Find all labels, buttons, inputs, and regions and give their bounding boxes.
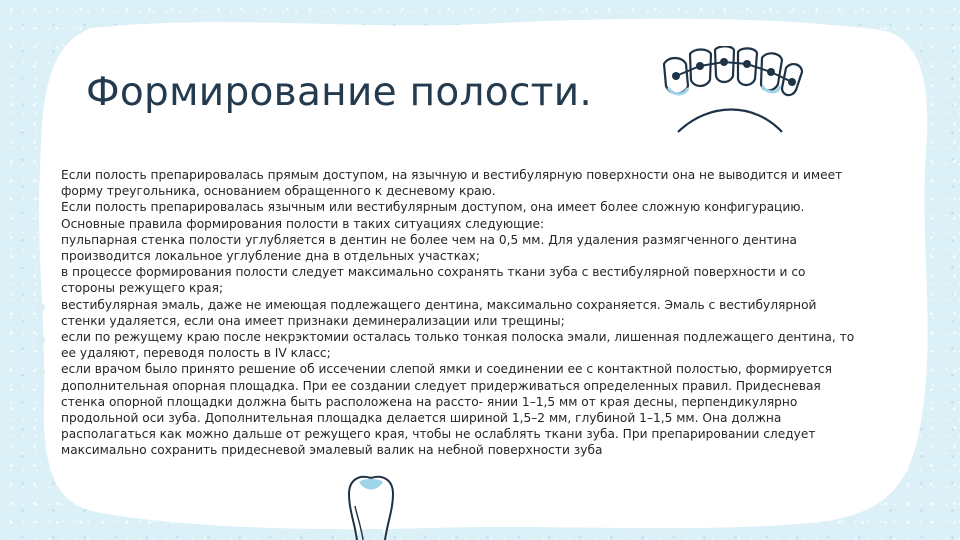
slide-title: Формирование полости. <box>86 70 593 115</box>
bullet-dot <box>36 303 45 312</box>
list-item: в процессе формирования полости следует максимально сохранять ткани зуба с вестибулярной поверхности и со стороны режущего края; <box>61 265 806 296</box>
list-item: вестибулярная эмаль, даже не имеющая подлежащего дентина, максимально сохраняется. Эмаль с вестибулярной стенки удаляется, если она имеет признаки деминерализации или трещины; <box>61 297 817 328</box>
tooth-icon <box>345 472 397 540</box>
paragraph: Если полость препарировалась прямым доступом, на язычную и вестибулярную поверхности она не выводится и имеет форму треугольника, основанием обращенного к десневому краю. <box>61 168 843 199</box>
bullet-dot <box>36 368 45 377</box>
list-item: если по режущему краю после некрэктомии осталась только тонкая полоска эмали, лишенная подлежащего дентина, то ее удаляют, переводя полость в IV класс; <box>61 330 855 361</box>
list-item: пульпарная стенка полости углубляется в дентин не более чем на 0,5 мм. Для удаления размягченного дентина производится локальное углубление дна в отдельных участках; <box>61 232 798 264</box>
list-item: если врачом было принято решение об иссечении слепой ямки и соединении ее с контактной полостью, формируется дополнительная опорная площадка. При ее создании следует придерживаться определенных правил. Придесневая стенка опорной площадки должна быть расположена на рассто- янии 1–1,5 мм от края десны, перпендикулярно продольной оси зуба. Дополнительная площадка делается шириной 1,5–2 мм, глубиной 1–1,5 мм. Она должна располагаться как можно дальше от режущего края, чтобы не ослаблять ткани зуба. При препарировании следует максимально сохранить придесневой эмалевый валик на небной поверхности зуба <box>61 362 832 458</box>
teeth-braces-icon <box>654 46 804 138</box>
slide-body <box>61 167 861 459</box>
bullet-dot <box>36 336 45 345</box>
paragraph: Если полость препарировалась язычным или вестибулярным доступом, она имеет более сложную конфигурацию. Основные правила формирования полости в таких ситуациях следующие: <box>61 200 805 231</box>
